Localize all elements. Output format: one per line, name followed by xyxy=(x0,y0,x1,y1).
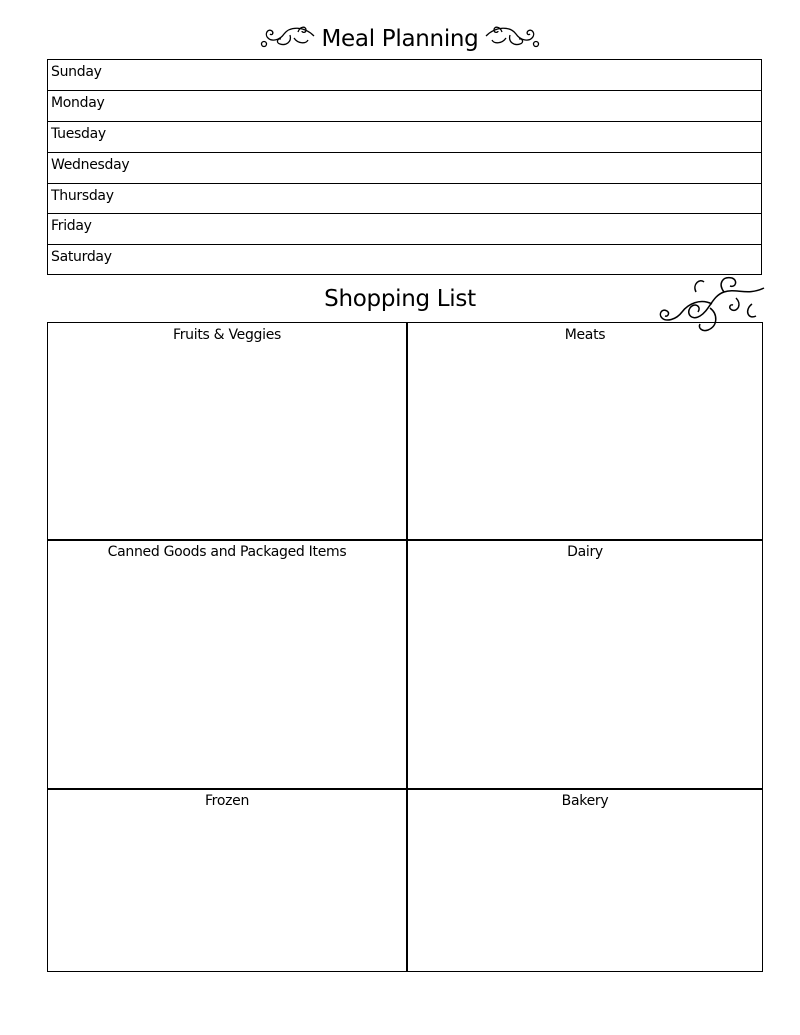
shopping-list-grid xyxy=(47,322,763,972)
day-row-friday[interactable] xyxy=(48,214,761,245)
category-label: Bakery xyxy=(561,793,609,809)
category-dairy[interactable] xyxy=(407,540,763,788)
meal-planning-table xyxy=(47,59,762,275)
right-swirl-icon xyxy=(484,22,540,56)
category-label: Dairy xyxy=(567,544,603,560)
day-label: Saturday xyxy=(51,249,112,266)
category-label: Fruits & Veggies xyxy=(172,327,282,343)
category-label: Canned Goods and Packaged Items xyxy=(107,544,347,560)
day-row-wednesday[interactable] xyxy=(48,153,761,184)
page-title: Meal Planning xyxy=(321,26,479,52)
category-label: Meats xyxy=(564,327,606,343)
section-title: Shopping List xyxy=(324,286,476,312)
category-bakery[interactable] xyxy=(407,789,763,971)
category-meats[interactable] xyxy=(407,323,763,539)
category-fruits-veggies[interactable] xyxy=(48,323,406,539)
day-label: Thursday xyxy=(51,187,114,204)
day-row-thursday[interactable] xyxy=(48,184,761,215)
day-label: Tuesday xyxy=(51,125,106,142)
category-canned-goods[interactable] xyxy=(48,540,406,788)
meal-planning-header xyxy=(0,22,800,60)
day-row-saturday[interactable] xyxy=(48,245,761,276)
day-row-tuesday[interactable] xyxy=(48,122,761,153)
day-label: Sunday xyxy=(51,64,102,80)
category-frozen[interactable] xyxy=(48,789,406,971)
category-label: Frozen xyxy=(204,793,250,809)
day-row-sunday[interactable] xyxy=(48,60,761,91)
day-row-monday[interactable] xyxy=(48,91,761,122)
day-label: Monday xyxy=(51,94,105,111)
day-label: Wednesday xyxy=(51,156,130,173)
left-swirl-icon xyxy=(260,22,316,56)
day-label: Friday xyxy=(51,218,92,235)
